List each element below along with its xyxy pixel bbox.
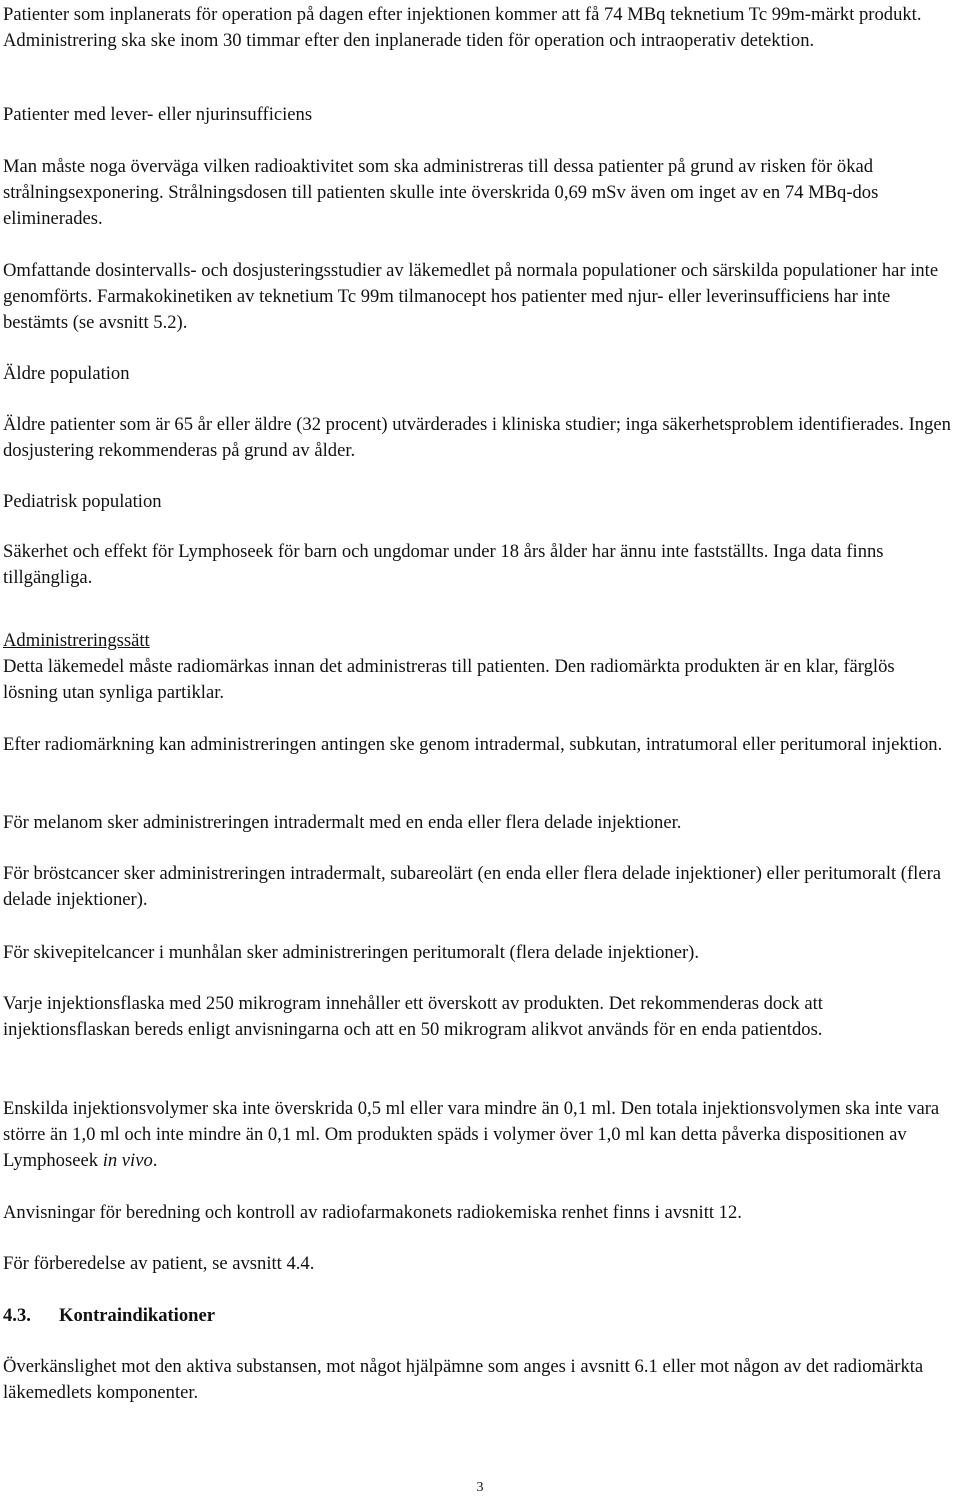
text: Strålningsdosen till patienten skulle inte överskrida 0,69 mSv även om inget av en 74 MBq-dos eliminerades.: [3, 182, 879, 230]
text: Säkerhet och effekt för Lymphoseek för barn och ungdomar under 18 års ålder har ännu inte fastställts.: [3, 541, 769, 562]
paragraph-renal-hepatic: [3, 154, 953, 233]
subheading-elderly: Äldre population: [3, 363, 130, 384]
subheading-renal-hepatic: Patienter med lever- eller njurinsufficiens: [3, 104, 313, 125]
text: Äldre patienter som är 65 år eller äldre (32 procent) utvärderades i kliniska studier; inga säkerhetsproblem identifierades.: [3, 414, 904, 435]
paragraph-injection-routes: Efter radiomärkning kan administreringen antingen ske genom intradermal, subkutan, intratumoral eller peritumoral injektion.: [3, 734, 943, 755]
page-number: 3: [476, 1480, 484, 1495]
italic-term: in vivo: [102, 1150, 153, 1172]
paragraph-vial-overfill: [3, 991, 953, 1043]
subheading-pediatric: Pediatrisk population: [3, 491, 162, 512]
paragraph-pediatric: [3, 539, 953, 591]
paragraph-dosage-surgery: Patienter som inplanerats för operation på dagen efter injektionen kommer att få 74 MBq teknetium Tc 99m-märkt produkt. Administrering ska ske inom 30 timmar efter den inplanerade tiden för operation och intraoperativ detektion.: [3, 4, 922, 52]
text: Inga data finns tillgängliga.: [3, 541, 884, 589]
paragraph-melanoma: För melanom sker administreringen intradermalt med en enda eller flera delade injektioner.: [3, 812, 682, 833]
text: Enskilda injektionsvolymer ska inte överskrida 0,5 ml eller vara mindre än 0,1 ml.: [3, 1098, 616, 1119]
paragraph-patient-preparation: För förberedelse av patient, se avsnitt 4.4.: [3, 1253, 315, 1274]
paragraph-preparation-reference: Anvisningar för beredning och kontroll av radiofarmakonets radiokemiska renhet finns i avsnitt 12.: [3, 1202, 742, 1223]
text: Ingen dosjustering rekommenderas på grund av ålder.: [3, 414, 951, 462]
paragraph-contraindications: Överkänslighet mot den aktiva substansen, mot något hjälpämne som anges i avsnitt 6.1 eller mot någon av det radiomärkta läkemedlets komponenter.: [3, 1356, 924, 1404]
text: Omfattande dosintervalls- och dosjusteringsstudier av läkemedlet på normala populationer och särskilda populationer har inte genomförts.: [3, 260, 939, 308]
text: Den totala injektionsvolymen ska inte vara större än 1,0 ml och inte mindre än 0,1 ml. Om produkten späds i volymer över 1,0 ml kan detta påverka dispositionen av Lymphoseek: [3, 1098, 940, 1172]
paragraph-dosing-studies: [3, 258, 953, 337]
text: Detta läkemedel måste radiomärkas innan det administreras till patienten.: [3, 656, 550, 677]
section-number: 4.3.: [3, 1305, 31, 1326]
section-heading-contraindications: [3, 1303, 953, 1329]
text: Den radiomärkta produkten är en klar, färglös lösning utan synliga partiklar.: [3, 656, 895, 704]
text: Varje injektionsflaska med 250 mikrogram innehåller ett överskott av produkten.: [3, 993, 605, 1014]
text: Farmakokinetiken av teknetium Tc 99m tilmanocept hos patienter med njur- eller leverinsufficiens har inte bestämts (se avsnitt 5.2).: [3, 286, 891, 334]
text: .: [152, 1150, 158, 1172]
paragraph-radiolabelling: [3, 654, 953, 706]
subheading-administration: Administreringssätt: [3, 630, 150, 651]
paragraph-oral-cancer: För skivepitelcancer i munhålan sker administreringen peritumoralt (flera delade injektioner).: [3, 942, 699, 963]
text: Man måste noga överväga vilken radioaktivitet som ska administreras till dessa patienter på grund av risken för ökad strålningsexponering.: [3, 156, 874, 204]
paragraph-elderly: [3, 412, 953, 464]
text: Det rekommenderas dock att injektionsflaskan bereds enligt anvisningarna och att en 50 mikrogram alikvot används för en enda patientdos.: [3, 993, 823, 1041]
paragraph-injection-volumes: [3, 1096, 953, 1175]
paragraph-breast-cancer: För bröstcancer sker administreringen intradermalt, subareolärt (en enda eller flera delade injektioner) eller peritumoralt (flera delade injektioner).: [3, 863, 942, 911]
section-title: Kontraindikationer: [59, 1305, 215, 1326]
